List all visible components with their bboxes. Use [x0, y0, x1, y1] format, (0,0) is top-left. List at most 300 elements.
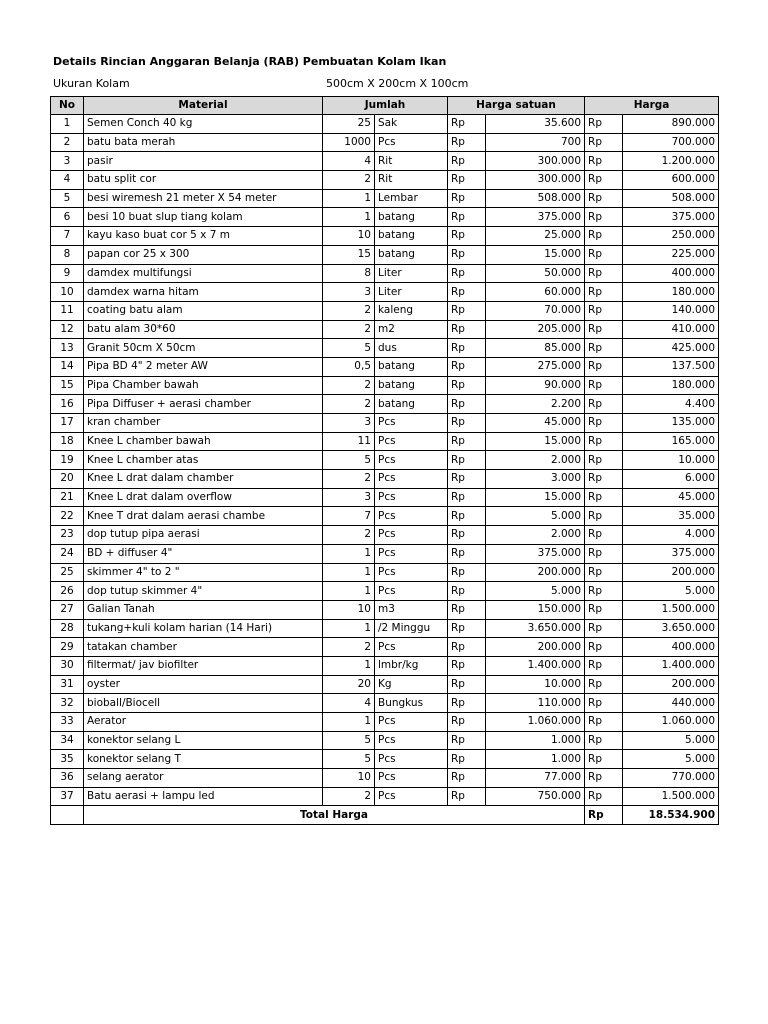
cell-material: bioball/Biocell [84, 694, 323, 713]
cell-unit: Pcs [375, 787, 448, 806]
cell-qty: 7 [323, 507, 375, 526]
budget-table [50, 96, 719, 825]
cell-total-price: 440.000 [623, 694, 719, 713]
cell-total-currency: Rp [585, 376, 623, 395]
table-row [51, 264, 719, 283]
cell-unit: dus [375, 339, 448, 358]
cell-total-price: 10.000 [623, 451, 719, 470]
cell-price-currency: Rp [448, 600, 486, 619]
cell-total-currency: Rp [585, 320, 623, 339]
total-row [51, 806, 719, 825]
cell-total-price: 410.000 [623, 320, 719, 339]
table-row [51, 769, 719, 788]
table-row [51, 787, 719, 806]
cell-total-currency: Rp [585, 171, 623, 190]
cell-total-currency: Rp [585, 133, 623, 152]
table-row [51, 133, 719, 152]
cell-total-currency: Rp [585, 600, 623, 619]
cell-price-currency: Rp [448, 357, 486, 376]
cell-total-currency: Rp [585, 357, 623, 376]
cell-unit: Pcs [375, 432, 448, 451]
cell-no: 25 [51, 563, 84, 582]
cell-qty: 1 [323, 563, 375, 582]
cell-material: oyster [84, 675, 323, 694]
cell-qty: 2 [323, 526, 375, 545]
cell-qty: 2 [323, 171, 375, 190]
cell-price-currency: Rp [448, 694, 486, 713]
cell-unit: Pcs [375, 769, 448, 788]
cell-material: selang aerator [84, 769, 323, 788]
cell-qty: 2 [323, 301, 375, 320]
cell-material: batu alam 30*60 [84, 320, 323, 339]
cell-price-currency: Rp [448, 544, 486, 563]
cell-qty: 1 [323, 544, 375, 563]
cell-material: tatakan chamber [84, 638, 323, 657]
table-row [51, 675, 719, 694]
table-row [51, 227, 719, 246]
header-harga: Harga [585, 97, 719, 115]
cell-total-price: 6.000 [623, 470, 719, 489]
cell-total-currency: Rp [585, 395, 623, 414]
cell-total-currency: Rp [585, 488, 623, 507]
cell-price-currency: Rp [448, 245, 486, 264]
cell-qty: 8 [323, 264, 375, 283]
cell-unit: batang [375, 227, 448, 246]
cell-total-currency: Rp [585, 414, 623, 433]
cell-qty: 1000 [323, 133, 375, 152]
cell-total-currency: Rp [585, 619, 623, 638]
cell-total-currency: Rp [585, 582, 623, 601]
cell-total-price: 890.000 [623, 115, 719, 134]
cell-price-currency: Rp [448, 152, 486, 171]
table-row [51, 544, 719, 563]
cell-total-price: 400.000 [623, 264, 719, 283]
cell-material: Knee L drat dalam overflow [84, 488, 323, 507]
cell-unit-price: 150.000 [486, 600, 585, 619]
cell-no: 32 [51, 694, 84, 713]
cell-unit-price: 25.000 [486, 227, 585, 246]
cell-unit: Pcs [375, 750, 448, 769]
table-row [51, 656, 719, 675]
cell-unit: Liter [375, 283, 448, 302]
cell-unit: Sak [375, 115, 448, 134]
cell-qty: 1 [323, 619, 375, 638]
cell-qty: 2 [323, 787, 375, 806]
cell-unit: Bungkus [375, 694, 448, 713]
cell-total-price: 400.000 [623, 638, 719, 657]
cell-no: 33 [51, 713, 84, 732]
cell-price-currency: Rp [448, 301, 486, 320]
cell-total-currency: Rp [585, 694, 623, 713]
cell-material: kran chamber [84, 414, 323, 433]
table-header-row [51, 97, 719, 115]
cell-total-price: 200.000 [623, 675, 719, 694]
table-row [51, 357, 719, 376]
table-row [51, 694, 719, 713]
cell-no: 1 [51, 115, 84, 134]
table-row [51, 451, 719, 470]
cell-unit-price: 300.000 [486, 171, 585, 190]
cell-no: 17 [51, 414, 84, 433]
table-row [51, 189, 719, 208]
cell-price-currency: Rp [448, 750, 486, 769]
cell-total-price: 3.650.000 [623, 619, 719, 638]
cell-unit: batang [375, 376, 448, 395]
cell-total-price: 35.000 [623, 507, 719, 526]
cell-unit-price: 60.000 [486, 283, 585, 302]
cell-no: 12 [51, 320, 84, 339]
cell-total-price: 250.000 [623, 227, 719, 246]
cell-no: 21 [51, 488, 84, 507]
cell-qty: 4 [323, 152, 375, 171]
cell-material: dop tutup pipa aerasi [84, 526, 323, 545]
cell-total-currency: Rp [585, 769, 623, 788]
cell-qty: 3 [323, 488, 375, 507]
cell-no: 3 [51, 152, 84, 171]
cell-material: Pipa Chamber bawah [84, 376, 323, 395]
cell-material: Pipa Diffuser + aerasi chamber [84, 395, 323, 414]
table-row [51, 414, 719, 433]
cell-total-price: 165.000 [623, 432, 719, 451]
cell-material: batu bata merah [84, 133, 323, 152]
cell-qty: 4 [323, 694, 375, 713]
cell-no: 20 [51, 470, 84, 489]
cell-unit: Rit [375, 171, 448, 190]
cell-price-currency: Rp [448, 582, 486, 601]
header-harga-satuan: Harga satuan [448, 97, 585, 115]
cell-no: 5 [51, 189, 84, 208]
total-value: 18.534.900 [623, 806, 719, 825]
cell-unit: Pcs [375, 470, 448, 489]
cell-no: 11 [51, 301, 84, 320]
cell-unit: batang [375, 395, 448, 414]
cell-price-currency: Rp [448, 189, 486, 208]
cell-material: besi wiremesh 21 meter X 54 meter [84, 189, 323, 208]
cell-no: 30 [51, 656, 84, 675]
cell-unit: Pcs [375, 638, 448, 657]
cell-qty: 1 [323, 582, 375, 601]
table-row [51, 619, 719, 638]
cell-qty: 2 [323, 638, 375, 657]
cell-material: konektor selang T [84, 750, 323, 769]
cell-qty: 10 [323, 769, 375, 788]
cell-price-currency: Rp [448, 133, 486, 152]
cell-qty: 0,5 [323, 357, 375, 376]
cell-material: papan cor 25 x 300 [84, 245, 323, 264]
cell-material: besi 10 buat slup tiang kolam [84, 208, 323, 227]
cell-total-price: 1.060.000 [623, 713, 719, 732]
cell-total-price: 225.000 [623, 245, 719, 264]
cell-price-currency: Rp [448, 115, 486, 134]
cell-unit: Pcs [375, 731, 448, 750]
cell-unit-price: 508.000 [486, 189, 585, 208]
cell-material: damdex warna hitam [84, 283, 323, 302]
cell-total-currency: Rp [585, 227, 623, 246]
cell-unit-price: 77.000 [486, 769, 585, 788]
cell-unit: Kg [375, 675, 448, 694]
cell-no: 10 [51, 283, 84, 302]
cell-unit: batang [375, 208, 448, 227]
document-title: Details Rincian Anggaran Belanja (RAB) Pembuatan Kolam Ikan [53, 55, 447, 68]
cell-unit-price: 275.000 [486, 357, 585, 376]
cell-unit-price: 10.000 [486, 675, 585, 694]
cell-unit-price: 200.000 [486, 638, 585, 657]
cell-material: Batu aerasi + lampu led [84, 787, 323, 806]
cell-total-price: 200.000 [623, 563, 719, 582]
cell-unit: Lembar [375, 189, 448, 208]
cell-unit: Pcs [375, 451, 448, 470]
cell-material: dop tutup skimmer 4" [84, 582, 323, 601]
cell-no: 9 [51, 264, 84, 283]
cell-total-price: 4.000 [623, 526, 719, 545]
cell-total-price: 375.000 [623, 544, 719, 563]
cell-no: 14 [51, 357, 84, 376]
table-row [51, 301, 719, 320]
cell-price-currency: Rp [448, 563, 486, 582]
cell-material: coating batu alam [84, 301, 323, 320]
cell-unit: m3 [375, 600, 448, 619]
cell-unit: Liter [375, 264, 448, 283]
cell-qty: 11 [323, 432, 375, 451]
cell-unit: kaleng [375, 301, 448, 320]
cell-price-currency: Rp [448, 395, 486, 414]
cell-total-price: 5.000 [623, 582, 719, 601]
header-jumlah: Jumlah [323, 97, 448, 115]
cell-price-currency: Rp [448, 414, 486, 433]
cell-unit-price: 300.000 [486, 152, 585, 171]
table-row [51, 320, 719, 339]
cell-unit-price: 35.600 [486, 115, 585, 134]
table-row [51, 507, 719, 526]
cell-unit-price: 2.000 [486, 451, 585, 470]
cell-total-price: 375.000 [623, 208, 719, 227]
table-row [51, 245, 719, 264]
table-body [51, 115, 719, 806]
cell-material: Knee T drat dalam aerasi chambe [84, 507, 323, 526]
cell-no: 31 [51, 675, 84, 694]
cell-unit: batang [375, 357, 448, 376]
cell-total-currency: Rp [585, 638, 623, 657]
cell-total-price: 5.000 [623, 750, 719, 769]
cell-qty: 20 [323, 675, 375, 694]
cell-total-currency: Rp [585, 713, 623, 732]
cell-total-price: 600.000 [623, 171, 719, 190]
table-row [51, 115, 719, 134]
cell-total-price: 140.000 [623, 301, 719, 320]
cell-qty: 1 [323, 713, 375, 732]
cell-material: Galian Tanah [84, 600, 323, 619]
table-row [51, 470, 719, 489]
cell-no: 36 [51, 769, 84, 788]
cell-price-currency: Rp [448, 470, 486, 489]
cell-unit-price: 45.000 [486, 414, 585, 433]
cell-material: tukang+kuli kolam harian (14 Hari) [84, 619, 323, 638]
cell-unit-price: 15.000 [486, 245, 585, 264]
cell-material: Granit 50cm X 50cm [84, 339, 323, 358]
table-row [51, 283, 719, 302]
cell-price-currency: Rp [448, 488, 486, 507]
cell-price-currency: Rp [448, 208, 486, 227]
cell-material: kayu kaso buat cor 5 x 7 m [84, 227, 323, 246]
cell-price-currency: Rp [448, 638, 486, 657]
cell-unit: Pcs [375, 526, 448, 545]
cell-total-currency: Rp [585, 544, 623, 563]
header-no: No [51, 97, 84, 115]
cell-unit-price: 200.000 [486, 563, 585, 582]
table-row [51, 638, 719, 657]
cell-price-currency: Rp [448, 787, 486, 806]
cell-material: BD + diffuser 4" [84, 544, 323, 563]
cell-no: 16 [51, 395, 84, 414]
cell-qty: 5 [323, 750, 375, 769]
cell-price-currency: Rp [448, 507, 486, 526]
cell-unit: batang [375, 245, 448, 264]
cell-total-currency: Rp [585, 470, 623, 489]
cell-qty: 1 [323, 208, 375, 227]
cell-unit: Pcs [375, 133, 448, 152]
cell-price-currency: Rp [448, 432, 486, 451]
table-row [51, 713, 719, 732]
cell-total-price: 45.000 [623, 488, 719, 507]
cell-price-currency: Rp [448, 227, 486, 246]
cell-no: 29 [51, 638, 84, 657]
cell-unit-price: 5.000 [486, 582, 585, 601]
cell-material: batu split cor [84, 171, 323, 190]
cell-total-price: 137.500 [623, 357, 719, 376]
table-row [51, 582, 719, 601]
total-currency: Rp [585, 806, 623, 825]
cell-qty: 3 [323, 283, 375, 302]
cell-price-currency: Rp [448, 376, 486, 395]
cell-price-currency: Rp [448, 769, 486, 788]
table-row [51, 171, 719, 190]
cell-qty: 2 [323, 395, 375, 414]
cell-price-currency: Rp [448, 320, 486, 339]
cell-total-currency: Rp [585, 189, 623, 208]
cell-unit-price: 90.000 [486, 376, 585, 395]
cell-total-currency: Rp [585, 264, 623, 283]
table-row [51, 376, 719, 395]
cell-total-currency: Rp [585, 656, 623, 675]
cell-unit: Pcs [375, 563, 448, 582]
cell-no: 23 [51, 526, 84, 545]
cell-unit: Pcs [375, 582, 448, 601]
cell-qty: 10 [323, 600, 375, 619]
cell-unit-price: 205.000 [486, 320, 585, 339]
cell-total-currency: Rp [585, 245, 623, 264]
cell-price-currency: Rp [448, 675, 486, 694]
cell-total-price: 425.000 [623, 339, 719, 358]
cell-material: damdex multifungsi [84, 264, 323, 283]
cell-qty: 2 [323, 320, 375, 339]
cell-no: 4 [51, 171, 84, 190]
cell-total-price: 5.000 [623, 731, 719, 750]
cell-qty: 1 [323, 189, 375, 208]
cell-total-price: 1.200.000 [623, 152, 719, 171]
cell-total-price: 700.000 [623, 133, 719, 152]
cell-no: 34 [51, 731, 84, 750]
cell-unit-price: 5.000 [486, 507, 585, 526]
cell-qty: 2 [323, 376, 375, 395]
cell-price-currency: Rp [448, 526, 486, 545]
cell-total-currency: Rp [585, 750, 623, 769]
cell-no: 28 [51, 619, 84, 638]
cell-unit-price: 70.000 [486, 301, 585, 320]
table-row [51, 731, 719, 750]
cell-qty: 10 [323, 227, 375, 246]
cell-no: 22 [51, 507, 84, 526]
cell-qty: 3 [323, 414, 375, 433]
cell-no: 26 [51, 582, 84, 601]
table-row [51, 339, 719, 358]
cell-total-price: 1.500.000 [623, 787, 719, 806]
table-row [51, 600, 719, 619]
cell-price-currency: Rp [448, 339, 486, 358]
table-row [51, 208, 719, 227]
table-row [51, 563, 719, 582]
cell-material: Knee L drat dalam chamber [84, 470, 323, 489]
cell-unit: Rit [375, 152, 448, 171]
total-empty-cell [51, 806, 84, 825]
cell-no: 13 [51, 339, 84, 358]
cell-total-currency: Rp [585, 731, 623, 750]
cell-no: 2 [51, 133, 84, 152]
cell-qty: 1 [323, 656, 375, 675]
cell-qty: 5 [323, 731, 375, 750]
cell-price-currency: Rp [448, 264, 486, 283]
cell-total-currency: Rp [585, 507, 623, 526]
cell-material: Aerator [84, 713, 323, 732]
table-row [51, 750, 719, 769]
cell-unit: Pcs [375, 414, 448, 433]
cell-price-currency: Rp [448, 731, 486, 750]
cell-total-price: 1.500.000 [623, 600, 719, 619]
cell-material: skimmer 4" to 2 " [84, 563, 323, 582]
cell-total-currency: Rp [585, 208, 623, 227]
cell-unit-price: 110.000 [486, 694, 585, 713]
cell-unit-price: 375.000 [486, 208, 585, 227]
cell-total-currency: Rp [585, 339, 623, 358]
cell-unit-price: 2.200 [486, 395, 585, 414]
cell-unit: /2 Minggu [375, 619, 448, 638]
cell-price-currency: Rp [448, 619, 486, 638]
cell-unit: Pcs [375, 507, 448, 526]
cell-total-currency: Rp [585, 787, 623, 806]
cell-unit-price: 85.000 [486, 339, 585, 358]
cell-total-currency: Rp [585, 526, 623, 545]
pool-size-label: Ukuran Kolam [53, 77, 130, 90]
cell-total-currency: Rp [585, 301, 623, 320]
table-row [51, 395, 719, 414]
cell-no: 19 [51, 451, 84, 470]
cell-total-price: 135.000 [623, 414, 719, 433]
cell-no: 15 [51, 376, 84, 395]
cell-unit: Pcs [375, 488, 448, 507]
cell-unit-price: 750.000 [486, 787, 585, 806]
cell-qty: 15 [323, 245, 375, 264]
cell-price-currency: Rp [448, 171, 486, 190]
table-row [51, 152, 719, 171]
cell-total-currency: Rp [585, 152, 623, 171]
cell-unit-price: 3.000 [486, 470, 585, 489]
cell-no: 27 [51, 600, 84, 619]
cell-unit: Pcs [375, 713, 448, 732]
cell-total-price: 770.000 [623, 769, 719, 788]
table-row [51, 432, 719, 451]
cell-total-currency: Rp [585, 563, 623, 582]
table-row [51, 488, 719, 507]
cell-material: Pipa BD 4" 2 meter AW [84, 357, 323, 376]
